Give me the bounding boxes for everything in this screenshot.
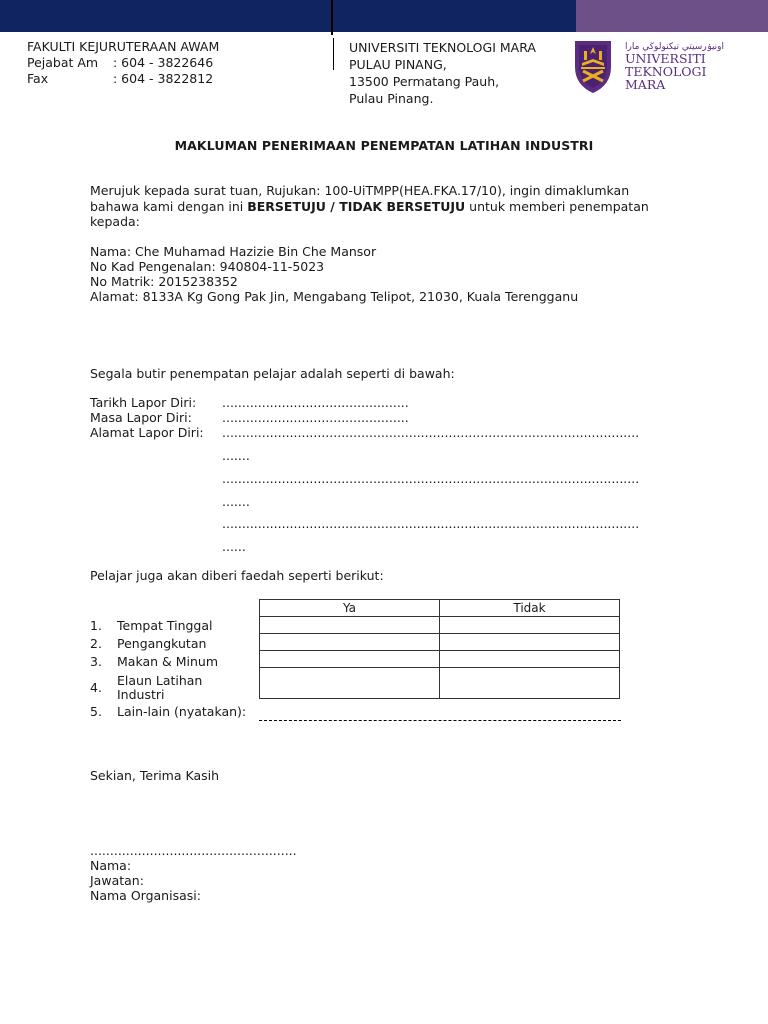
field-label: Alamat Lapor Diri:	[90, 425, 204, 440]
intro-text-before: Merujuk kepada surat tuan, Rujukan: 100-UiTMPP(HEA.FKA.17/10), ingin dimaklumkan bahawa kami dengan ini	[90, 183, 630, 214]
intro-paragraph	[90, 183, 680, 230]
list-label: Pengangkutan	[117, 636, 207, 651]
student-details	[90, 244, 578, 304]
list-item	[90, 636, 246, 654]
signature-block	[90, 843, 297, 903]
office-phone	[27, 55, 219, 71]
fax-label: Fax	[27, 71, 49, 86]
list-label: Elaun Latihan Industri	[117, 672, 203, 702]
logo-arabic: اونيۏرسيتي تيكنولوڬي مارا	[625, 42, 725, 52]
header-bar-navy	[0, 0, 576, 32]
logo-line-1: UNIVERSITI	[625, 51, 706, 66]
list-label: Lain-lain (nyatakan):	[117, 704, 247, 719]
faculty-name: FAKULTI KEJURUTERAAN AWAM	[27, 39, 220, 54]
table-row	[260, 617, 620, 634]
yes-cell[interactable]	[260, 634, 440, 651]
no-cell[interactable]	[440, 651, 620, 668]
closing-text: Sekian, Terima Kasih	[90, 768, 220, 783]
field-dots[interactable]: ...............................................	[222, 410, 409, 425]
address-line: UNIVERSITI TEKNOLOGI MARA	[349, 40, 536, 55]
address-line: Pulau Pinang.	[349, 91, 434, 106]
field-label: Tarikh Lapor Diri:	[90, 395, 197, 410]
field-dots[interactable]: ...............................................	[222, 395, 409, 410]
document-title: MAKLUMAN PENERIMAAN PENEMPATAN LATIHAN INDUSTRI	[174, 138, 594, 153]
table-row	[260, 634, 620, 651]
address-dots-cont-1[interactable]: .......	[222, 448, 250, 463]
list-number: 5.	[90, 704, 102, 719]
address-dots-cont-5[interactable]: ......	[222, 539, 246, 554]
office-label: Pejabat Am	[27, 55, 99, 70]
office-value: : 604 - 3822646	[113, 55, 214, 70]
col-no-header: Tidak	[440, 600, 620, 617]
university-address	[349, 39, 536, 107]
uitm-logo	[573, 37, 725, 95]
address-line: PULAU PINANG,	[349, 57, 447, 72]
table-header-row	[260, 600, 620, 617]
list-item	[90, 704, 246, 719]
field-report-address	[90, 425, 639, 440]
no-cell[interactable]	[440, 617, 620, 634]
header-column-divider	[333, 38, 334, 70]
list-label: Makan & Minum	[117, 654, 219, 669]
field-report-date	[90, 395, 639, 410]
table-row	[260, 668, 620, 699]
signature-name: Nama:	[90, 858, 132, 873]
logo-line-2: TEKNOLOGI	[625, 64, 707, 79]
fax-value: : 604 - 3822812	[113, 71, 214, 86]
list-number: 4.	[90, 680, 102, 695]
table-row	[260, 651, 620, 668]
address-dots-cont-3[interactable]: .......	[222, 494, 250, 509]
student-ic: No Kad Pengenalan: 940804-11-5023	[90, 259, 325, 274]
fax-phone	[27, 71, 219, 87]
list-number: 1.	[90, 618, 102, 633]
faculty-contact	[27, 39, 219, 87]
list-label: Tempat Tinggal	[117, 618, 213, 633]
address-line: 13500 Permatang Pauh,	[349, 74, 500, 89]
intro-choice: BERSETUJU / TIDAK BERSETUJU	[247, 198, 466, 214]
yes-cell[interactable]	[260, 668, 440, 699]
benefits-table	[259, 599, 620, 699]
header-divider	[331, 0, 333, 35]
student-address: Alamat: 8133A Kg Gong Pak Jin, Mengabang Telipot, 21030, Kuala Terengganu	[90, 289, 579, 304]
intro-text-after: untuk memberi penempatan kepada:	[90, 198, 649, 229]
list-item	[90, 654, 246, 671]
placement-fields	[90, 395, 639, 440]
no-cell[interactable]	[440, 668, 620, 699]
list-number: 3.	[90, 654, 102, 669]
field-label: Masa Lapor Diri:	[90, 410, 192, 425]
list-number: 2.	[90, 636, 102, 651]
benefits-intro: Pelajar juga akan diberi faedah seperti berikut:	[90, 568, 384, 583]
field-report-time	[90, 410, 639, 425]
student-name: Nama: Che Muhamad Hazizie Bin Che Mansor	[90, 244, 377, 259]
list-item	[90, 618, 246, 636]
other-benefits-line[interactable]	[259, 720, 621, 721]
address-dots-cont-2[interactable]: .........................................................................................................	[222, 471, 640, 486]
student-matrik: No Matrik: 2015238352	[90, 274, 238, 289]
col-yes-header: Ya	[260, 600, 440, 617]
no-cell[interactable]	[440, 634, 620, 651]
uitm-crest-icon	[575, 41, 611, 93]
header-bar-purple	[576, 0, 768, 32]
signature-line[interactable]: ....................................................	[90, 843, 297, 858]
benefits-list	[90, 618, 246, 719]
logo-line-3: MARA	[625, 77, 666, 92]
list-item	[90, 671, 246, 704]
signature-position: Jawatan:	[90, 873, 144, 888]
address-dots-cont-4[interactable]: .........................................................................................................	[222, 516, 640, 531]
signature-organisation: Nama Organisasi:	[90, 888, 201, 903]
yes-cell[interactable]	[260, 617, 440, 634]
field-dots[interactable]: .........................................................................................................	[222, 425, 640, 440]
yes-cell[interactable]	[260, 651, 440, 668]
placement-intro: Segala butir penempatan pelajar adalah seperti di bawah:	[90, 366, 455, 381]
